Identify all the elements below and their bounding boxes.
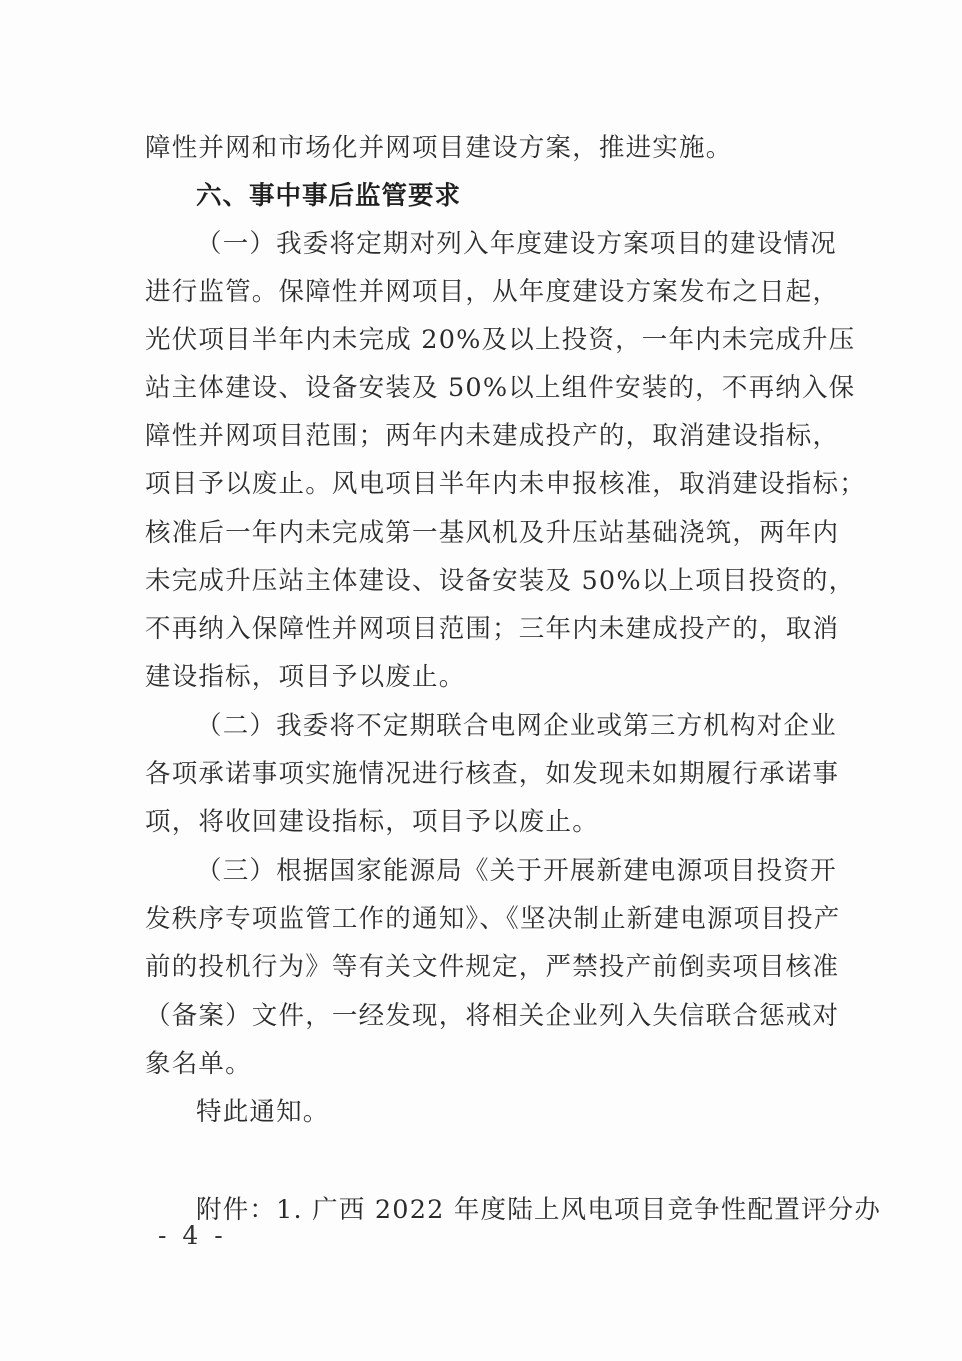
paragraph-line: 障性并网和市场化并网项目建设方案，推进实施。 (145, 133, 733, 163)
paragraph-line: 光伏项目半年内未完成 20%及以上投资，一年内未完成升压 (145, 325, 856, 355)
paragraph-line: 前的投机行为》等有关文件规定，严禁投产前倒卖项目核准 (145, 952, 840, 982)
paragraph-line: 项目予以废止。风电项目半年内未申报核准，取消建设指标； (145, 469, 866, 499)
paragraph-line: 象名单。 (145, 1049, 252, 1079)
paragraph-line: 建设指标，项目予以废止。 (145, 662, 466, 692)
closing-line: 特此通知。 (196, 1097, 330, 1127)
paragraph-line: 站主体建设、设备安装及 50%以上组件安装的，不再纳入保 (145, 373, 856, 403)
paragraph-line: 障性并网项目范围；两年内未建成投产的，取消建设指标， (145, 421, 840, 451)
paragraph-line: 未完成升压站主体建设、设备安装及 50%以上项目投资的， (145, 566, 856, 596)
paragraph-line: （三）根据国家能源局《关于开展新建电源项目投资开 (196, 856, 837, 886)
paragraph-line: 发秩序专项监管工作的通知》、《坚决制止新建电源项目投产 (145, 904, 841, 934)
paragraph-line: 核准后一年内未完成第一基风机及升压站基础浇筑，两年内 (145, 518, 840, 548)
paragraph-line: （一）我委将定期对列入年度建设方案项目的建设情况 (196, 229, 837, 259)
paragraph-line: 各项承诺事项实施情况进行核查，如发现未如期履行承诺事 (145, 759, 840, 789)
paragraph-line: 进行监管。保障性并网项目，从年度建设方案发布之日起， (145, 277, 840, 307)
section-heading: 六、事中事后监管要求 (196, 181, 462, 211)
attachment-line: 附件：1. 广西 2022 年度陆上风电项目竞争性配置评分办 (196, 1195, 882, 1225)
page-number: - 4 - (158, 1221, 227, 1250)
paragraph-line: （二）我委将不定期联合电网企业或第三方机构对企业 (196, 711, 837, 741)
paragraph-line: （备案）文件，一经发现，将相关企业列入失信联合惩戒对 (145, 1001, 840, 1031)
paragraph-line: 项，将收回建设指标，项目予以废止。 (145, 807, 599, 837)
paragraph-line: 不再纳入保障性并网项目范围；三年内未建成投产的，取消 (145, 614, 840, 644)
